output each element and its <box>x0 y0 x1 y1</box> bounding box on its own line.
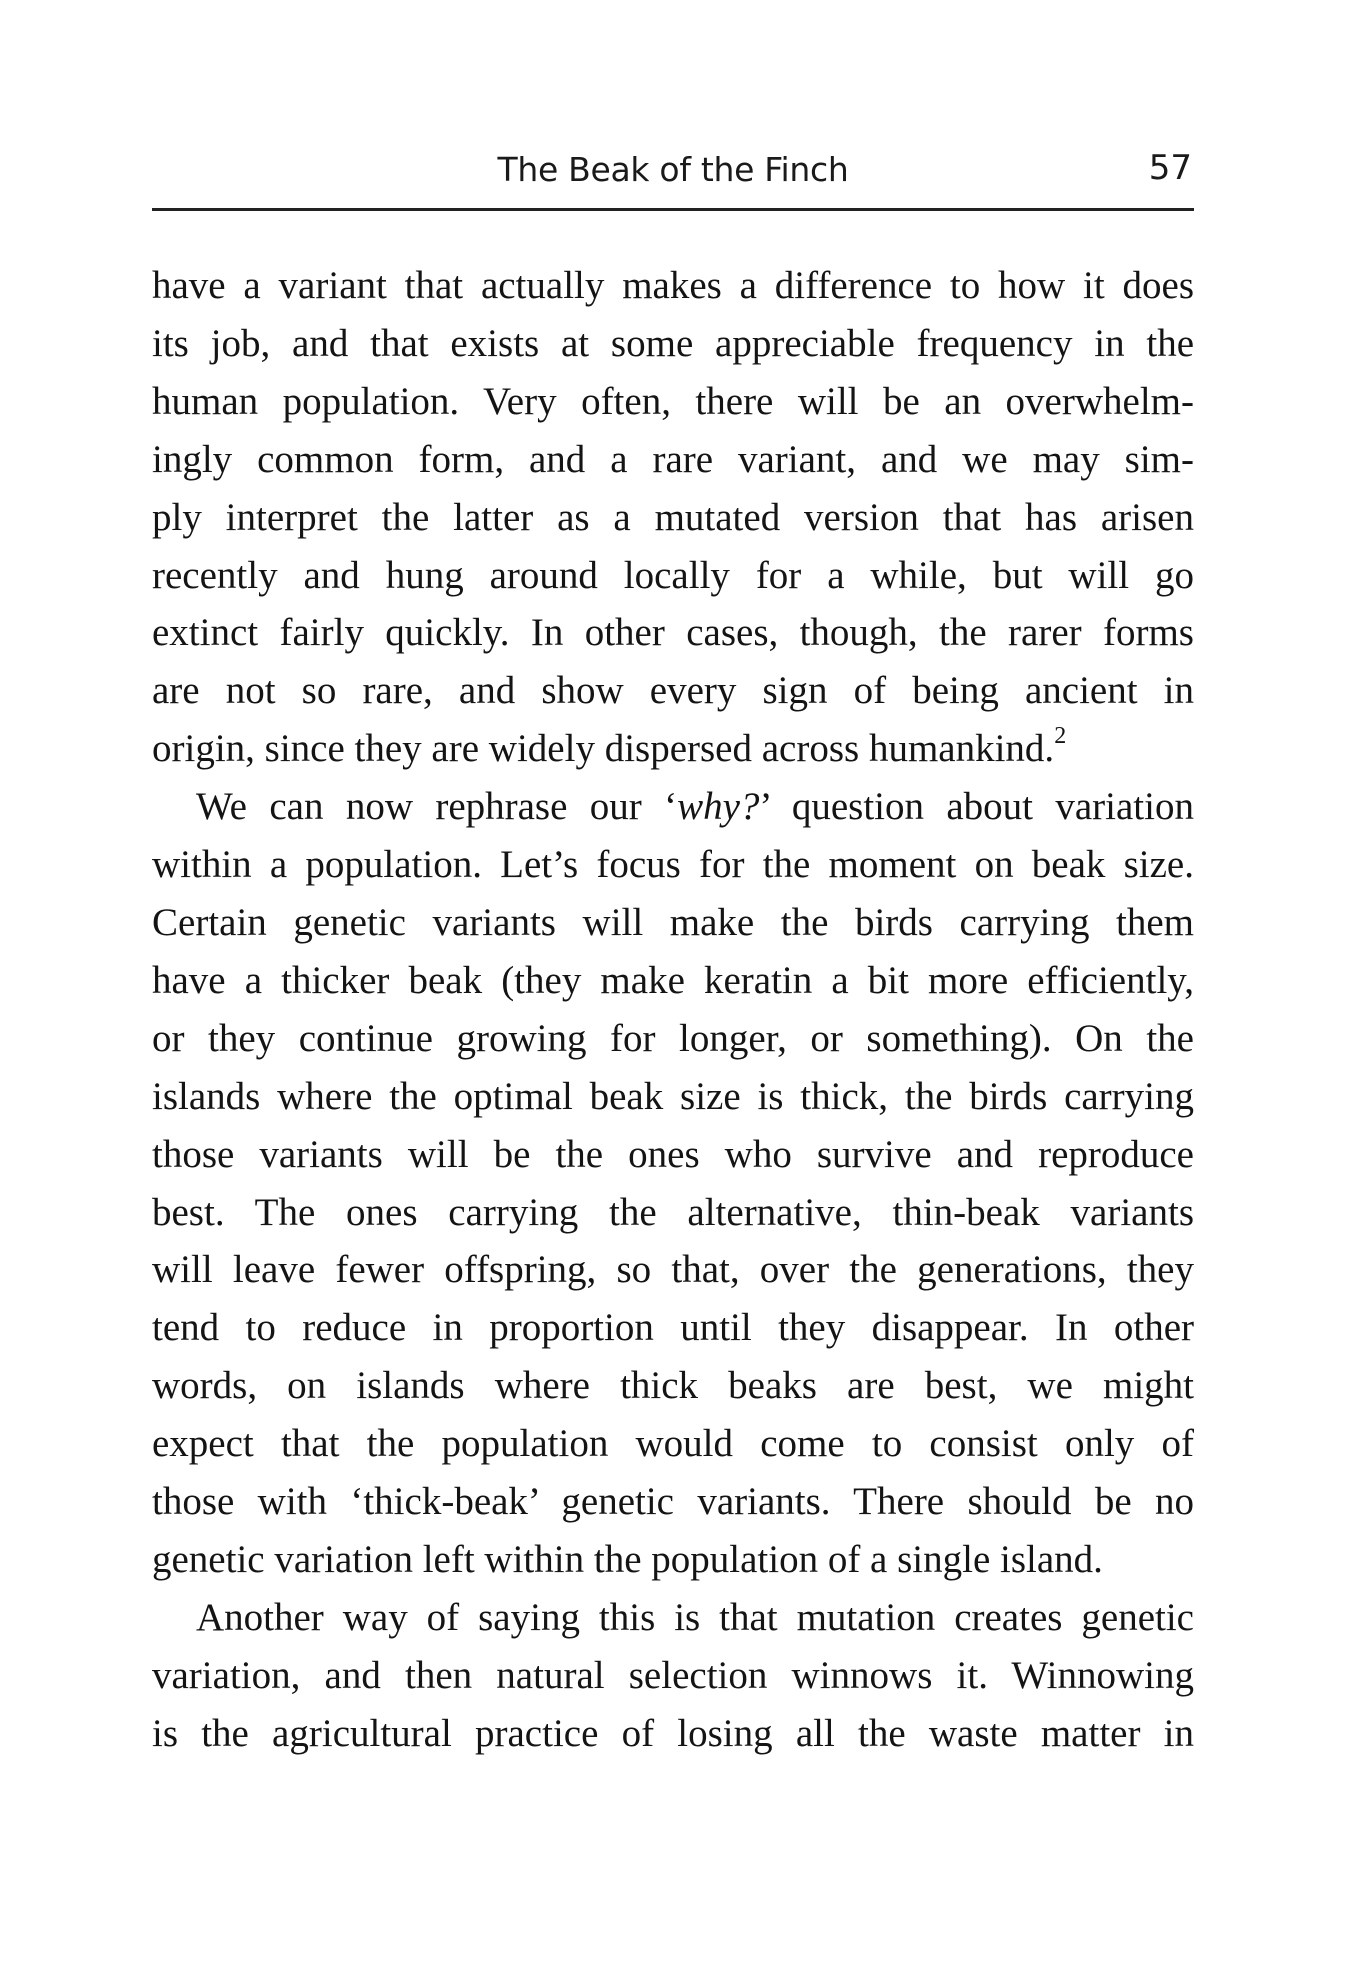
text-line: its job, and that exists at some appreciable frequency in the <box>152 321 1194 365</box>
text-line: within a population. Let’s focus for the moment on beak size. <box>152 843 1194 887</box>
text-segment: We can now rephrase our ‘ <box>196 785 678 829</box>
text-line: recently and hung around locally for a while, but will go <box>152 553 1194 597</box>
text-line <box>152 720 1194 778</box>
text-line: tend to reduce in proportion until they disappear. In other <box>152 1306 1194 1350</box>
text-line: or they continue growing for longer, or something). On the <box>152 1016 1194 1060</box>
text-line: will leave fewer offspring, so that, over the generations, they <box>152 1248 1194 1292</box>
text-line: those with ‘thick-beak’ genetic variants. There should be no <box>152 1480 1194 1524</box>
text-line: Another way of saying this is that mutation creates genetic <box>196 1595 1194 1639</box>
text-line: ingly common form, and a rare variant, and we may sim- <box>152 437 1194 481</box>
text-line <box>152 778 1194 836</box>
paragraph-3 <box>152 1589 1194 1763</box>
text-line: genetic variation left within the population of a single island. <box>152 1537 1103 1581</box>
footnote-reference: 2 <box>1054 723 1067 750</box>
page-number: 57 <box>1148 148 1192 188</box>
body-text <box>152 257 1194 1763</box>
text-line: islands where the optimal beak size is thick, the birds carrying <box>152 1074 1194 1118</box>
header-rule <box>152 208 1194 211</box>
text-line: are not so rare, and show every sign of being ancient in <box>152 669 1194 713</box>
paragraph-1 <box>152 257 1194 778</box>
text-line: have a thicker beak (they make keratin a bit more efficiently, <box>152 958 1194 1002</box>
text-line: variation, and then natural selection winnows it. Winnowing <box>152 1653 1194 1697</box>
text-line: is the agricultural practice of losing all the waste matter in <box>152 1711 1194 1755</box>
text-line: extinct fairly quickly. In other cases, though, the rarer forms <box>152 611 1194 655</box>
text-segment: ’ question about variation <box>759 785 1194 829</box>
text-line: have a variant that actually makes a difference to how it does <box>152 264 1194 307</box>
running-header <box>152 142 1194 202</box>
text-line-content: origin, since they are widely dispersed across humankind. <box>152 727 1055 771</box>
running-title: The Beak of the Finch <box>497 150 849 189</box>
text-line: expect that the population would come to consist only of <box>152 1422 1194 1466</box>
text-line: words, on islands where thick beaks are best, we might <box>152 1364 1194 1408</box>
text-line: ply interpret the latter as a mutated version that has arisen <box>152 495 1194 539</box>
text-line: human population. Very often, there will be an overwhelm- <box>152 379 1194 423</box>
text-line: those variants will be the ones who survive and reproduce <box>152 1132 1194 1176</box>
emphasis-why: why? <box>677 785 760 829</box>
text-line: Certain genetic variants will make the birds carrying them <box>152 900 1194 944</box>
text-line: best. The ones carrying the alternative, thin-beak variants <box>152 1190 1194 1234</box>
paragraph-2 <box>152 778 1194 1589</box>
